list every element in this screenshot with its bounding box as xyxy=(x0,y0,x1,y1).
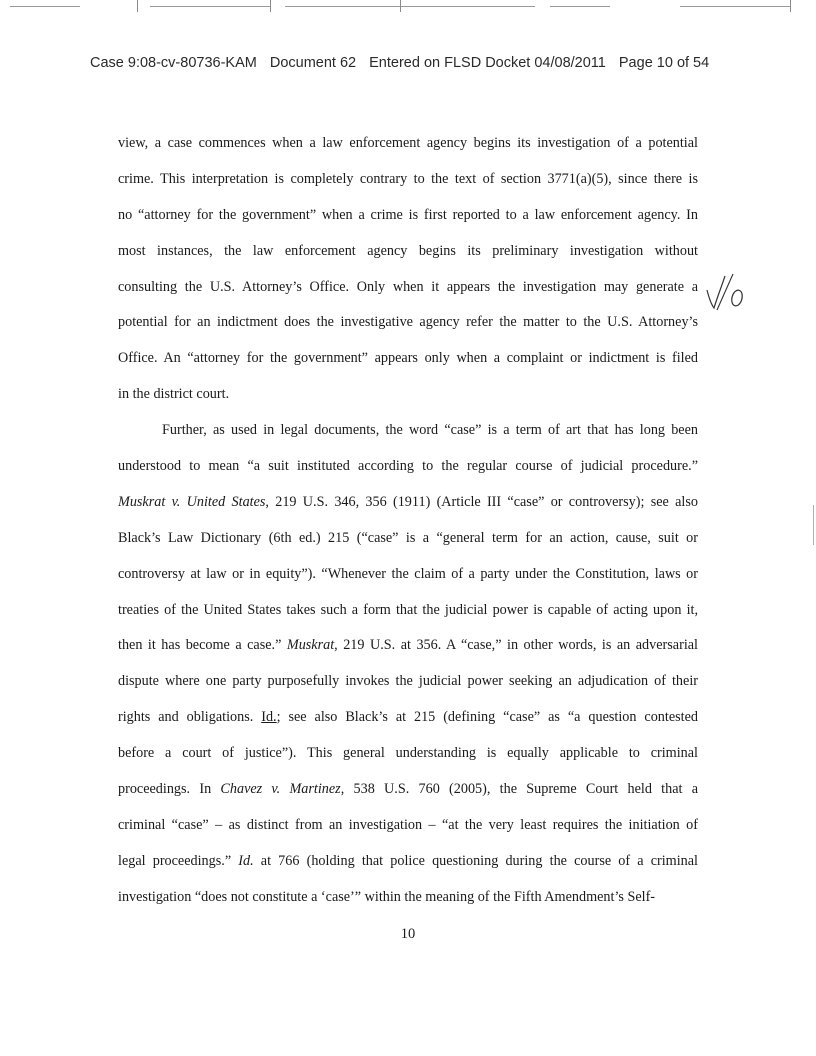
paragraph-1 xyxy=(118,126,698,413)
case-citation: Muskrat v. United States xyxy=(118,493,266,510)
page-number: 10 xyxy=(400,926,416,942)
scan-margin-line xyxy=(813,505,814,545)
handwritten-initials xyxy=(703,268,753,321)
scan-mark xyxy=(285,6,535,7)
text-line: crime. This interpretation is completely contrary to the text of section 3771(a)(5), since there is xyxy=(118,170,698,187)
text-segment: legal proceedings.” xyxy=(118,852,239,869)
id-citation: Id. xyxy=(261,709,277,726)
document-number: Document 62 xyxy=(269,55,357,71)
text-segment: at 766 (holding that police questioning during the course of a criminal xyxy=(253,852,698,869)
scan-tick xyxy=(790,0,791,12)
case-citation: Chavez v. Martinez xyxy=(220,781,341,798)
text-line: Further, as used in legal documents, the word “case” is a term of art that has long been xyxy=(162,422,698,439)
scan-edge-artifacts xyxy=(0,0,816,16)
text-line xyxy=(118,485,698,521)
initials-svg xyxy=(703,268,753,316)
scan-mark xyxy=(550,6,610,7)
text-line: controversy at law or in equity”). “Whenever the claim of a party under the Constitution, laws or xyxy=(118,565,698,582)
id-citation: Id. xyxy=(238,852,254,869)
text-segment: , 538 U.S. 760 (2005), the Supreme Court held that a xyxy=(340,781,698,798)
docket-entry-date: Entered on FLSD Docket 04/08/2011 xyxy=(369,55,606,71)
paragraph-2 xyxy=(118,413,698,915)
scan-tick xyxy=(137,0,138,12)
text-line xyxy=(118,628,698,664)
text-line: Office. An “attorney for the government” appears only when a complaint or indictment is filed xyxy=(118,350,698,367)
text-segment: , 219 U.S. 346, 356 (1911) (Article III “case” or controversy); see also xyxy=(265,493,698,510)
text-line: dispute where one party purposefully invokes the judicial power seeking an adjudication of their xyxy=(118,673,698,690)
text-line: view, a case commences when a law enforcement agency begins its investigation of a potential xyxy=(118,135,698,151)
text-line: no “attorney for the government” when a crime is first reported to a law enforcement agency. In xyxy=(118,206,698,223)
scan-mark xyxy=(150,6,270,7)
text-segment: , 219 U.S. at 356. A “case,” in other words, is an adversarial xyxy=(334,637,698,654)
text-line: investigation “does not constitute a ‘case’” within the meaning of the Fifth Amendment’s Self- xyxy=(118,888,656,905)
text-line: consulting the U.S. Attorney’s Office. Only when it appears the investigation may generate a xyxy=(118,278,698,295)
text-line: understood to mean “a suit instituted according to the regular course of judicial procedure.” xyxy=(118,458,698,475)
text-segment: proceedings. In xyxy=(118,781,221,798)
scan-mark xyxy=(10,6,80,7)
docket-header xyxy=(90,55,790,71)
case-number: Case 9:08-cv-80736-KAM xyxy=(90,55,257,71)
text-line: treaties of the United States takes such a form that the judicial power is capable of acting upon it, xyxy=(118,601,698,618)
scan-mark xyxy=(680,6,790,7)
text-line: criminal “case” – as distinct from an investigation – “at the very least requires the initiation of xyxy=(118,816,698,833)
text-line xyxy=(118,700,698,736)
page-indicator: Page 10 of 54 xyxy=(618,55,710,71)
text-segment: then it has become a case.” xyxy=(118,637,287,654)
scan-tick xyxy=(270,0,271,12)
text-line: Black’s Law Dictionary (6th ed.) 215 (“case” is a “general term for an action, cause, suit or xyxy=(118,529,698,546)
text-segment: ; see also Black’s at 215 (defining “case” as “a question contested xyxy=(276,709,698,726)
text-line: most instances, the law enforcement agency begins its preliminary investigation without xyxy=(118,242,698,259)
scan-tick xyxy=(400,0,401,12)
text-line: before a court of justice”). This general understanding is equally applicable to criminal xyxy=(118,745,698,762)
body-text xyxy=(118,126,698,916)
text-line xyxy=(118,844,698,880)
case-citation: Muskrat xyxy=(286,637,335,654)
text-segment: rights and obligations. xyxy=(118,709,262,726)
text-line: potential for an indictment does the investigative agency refer the matter to the U.S. Attorney’s xyxy=(118,314,698,331)
text-line xyxy=(118,772,698,808)
text-line: in the district court. xyxy=(118,386,230,403)
